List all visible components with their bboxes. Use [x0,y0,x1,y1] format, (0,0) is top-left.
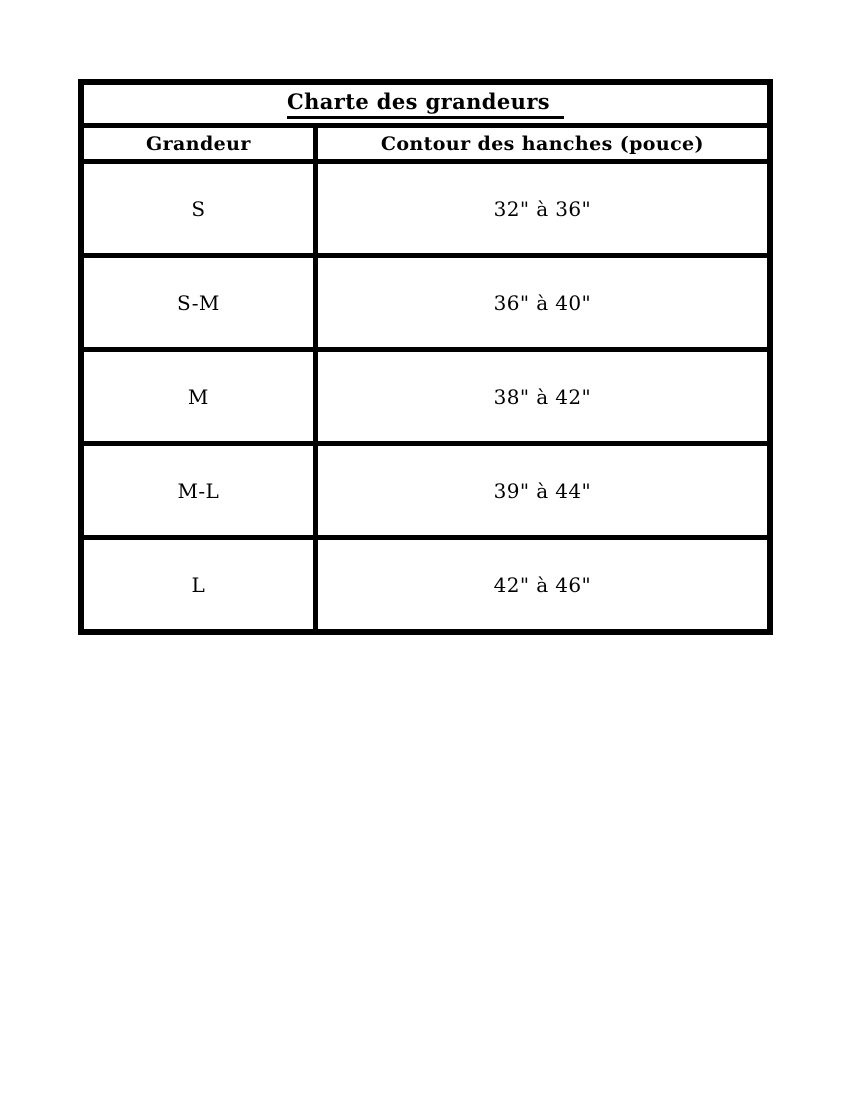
size-cell: S [81,162,315,256]
table-row [81,162,770,256]
column-header-size: Grandeur [81,126,315,162]
table-row [81,444,770,538]
size-chart-table [78,79,773,635]
column-header-hips: Contour des hanches (pouce) [315,126,770,162]
size-cell: M [81,350,315,444]
size-cell: M-L [81,444,315,538]
hips-cell: 32" à 36" [315,162,770,256]
hips-cell: 38" à 42" [315,350,770,444]
hips-cell: 39" à 44" [315,444,770,538]
size-cell: L [81,538,315,633]
table-title: Charte des grandeurs [287,89,564,119]
title-row [81,82,770,126]
size-cell: S-M [81,256,315,350]
header-row [81,126,770,162]
table-row [81,350,770,444]
hips-cell: 36" à 40" [315,256,770,350]
table-row [81,256,770,350]
table-row [81,538,770,633]
hips-cell: 42" à 46" [315,538,770,633]
table-title-cell [81,82,770,126]
